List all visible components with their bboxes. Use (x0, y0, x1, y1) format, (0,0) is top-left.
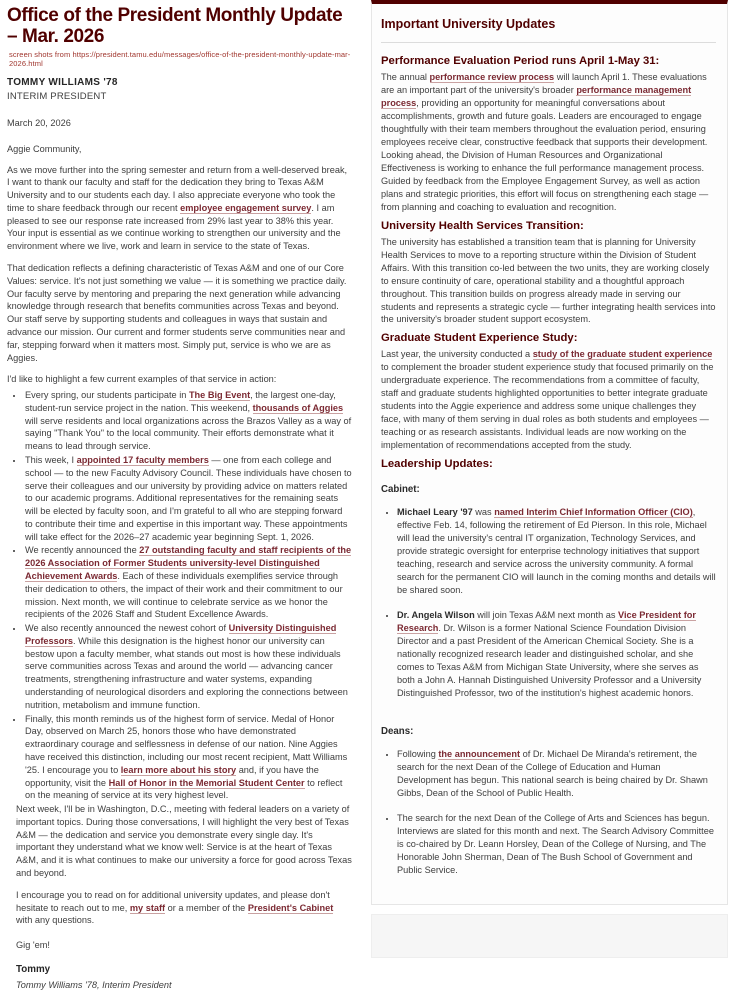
closing-paragraph (16, 803, 352, 880)
paragraph (7, 373, 352, 386)
source-note: screen shots from https://president.tamu.edu/messages/office-of-the-president-monthly-update-mar-2026.html (9, 49, 351, 68)
text-run: We also recently announced the newest cohort of (25, 623, 229, 634)
text-run: will serve residents and local organizations across the Brazos Valley as a way of saying "Thank You" to the local community. Their efforts demonstrate what it means to lead through service. (25, 415, 352, 452)
inline-link[interactable]: 27 outstanding faculty and staff recipients of the 2026 Association of Former Students university-level Distinguished Achievement Awards (25, 545, 352, 581)
letter-closing (16, 803, 352, 992)
closing-paragraphs (16, 803, 352, 927)
text-run: That dedication reflects a defining characteristic of Texas A&M and one of our Core Values: service. It's not just something we value — it is something we practice daily. Our faculty serve by mentoring and preparing the next generation while advancing knowledge through research that benefits communities across Texas and beyond. Our staff serve by supporting students and colleagues in ways that sustain and advance our mission. Our current and former students serve communities near and far, stepping forward when it matters most. Simply put, service is who we are as Aggies. (7, 263, 347, 363)
page-title: Office of the President Monthly Update – Mar. 2026 (7, 5, 343, 47)
list-item (397, 609, 716, 700)
text-run: and, if you have the opportunity, visit the (25, 764, 319, 788)
text-run: The university has established a transition team that is planning for University Health Services to move to a reporting structure within the Division of Student Affairs. With this transition co-led between the two units, they are working closely to ensure continuity of care, operational stability and a thoughtful approach throughout. This transition builds on progress already made in serving our students and represents a strategic cycle — further integrating health services into the university's broader student support ecosystem. (381, 236, 716, 325)
author-role: INTERIM PRESIDENT (7, 90, 107, 102)
update-section (381, 458, 716, 876)
inline-link[interactable]: employee engagement survey (180, 202, 312, 213)
text-run: This week, I (25, 454, 77, 465)
salutation: Aggie Community, (7, 143, 82, 154)
text-run: Finally, this month reminds us of the highest form of service. Medal of Honor Day, observed on March 25, honors those who have demonstrated extraordinary courage and selflessness in defense of our nation. Nine Aggies have received this distinction, including our most recent recipient, Matt Williams '25. I encourage you to (25, 713, 348, 775)
inline-link[interactable]: performance management process (381, 84, 692, 108)
updates-body (381, 55, 716, 876)
list-item (24, 454, 352, 544)
list-item (24, 544, 352, 622)
text-run: will launch April 1. These evaluations are an important part of the university's broader (381, 72, 707, 95)
inline-link[interactable]: The Big Event (188, 390, 251, 401)
next-section-placeholder (371, 914, 728, 958)
inline-link[interactable]: learn more about his story (120, 764, 237, 775)
text-run: to reflect on the meaning of service at its very highest level. (25, 777, 343, 801)
service-highlights-list (7, 389, 352, 803)
text-run: The search for the next Dean of the College of Arts and Sciences has begun. Interviews are slated for this month and next. The Search Advisory Committee is co-chaired by Dr. Leann Horsley, Dean of the College of Nursing, and The Honorable John Sherman, Dean of The Bush School of Government and Public Service. (397, 812, 714, 875)
text-run: . Dr. Wilson is a former National Science Foundation Division Director and a past President of the American Chemical Society. She is a nationally recognized research leader and distinguished scholar, and she comes to Texas A&M from Michigan State University, where she serves as both a John A. Hannah Distinguished University Professor and a University Distinguished Professor, two of the institution's highest academic honors. (397, 622, 702, 698)
text-run: , the largest one-day, student-run service project in the nation. This weekend, (25, 390, 336, 413)
section-heading: Leadership Updates: (381, 458, 493, 471)
text-run: , effective Feb. 14, following the retirement of Ed Pierson. In this role, Michael will lead the university's central IT organization, Technology Services, and provide strategic oversight for enterprise technology initiatives that support teaching, research and service across the university community. A formal search for the permanent CIO will launch in the coming months and details will be shared soon. (397, 507, 716, 595)
list-item (397, 748, 716, 800)
inline-link[interactable]: appointed 17 faculty members (76, 454, 209, 465)
paragraph (7, 262, 352, 364)
subsection-list (381, 748, 716, 877)
text-run: of Dr. Michael De Miranda's retirement, the search for the next Dean of the College of Education and Human Development has begun. This national search is being chaired by Dr. Shawn Gibbs, Dean of the School of Public Health. (397, 748, 708, 798)
text-run: The annual (381, 72, 430, 82)
list-item (24, 622, 352, 712)
text-run: will join Texas A&M next month as (474, 609, 619, 620)
letter-body (7, 164, 352, 804)
letter-column (0, 0, 358, 992)
author-name: TOMMY WILLIAMS '78 (7, 76, 118, 88)
update-section (381, 220, 716, 327)
signoff: Gig 'em! (16, 940, 50, 951)
inline-link[interactable]: performance review process (429, 72, 555, 82)
inline-link[interactable]: my staff (129, 902, 166, 913)
section-paragraph (381, 348, 716, 452)
text-run: Every spring, our students participate in (25, 390, 189, 401)
paragraph (7, 164, 352, 253)
text-run: . I am pleased to see our response rate increased from 29% last year to 38% this year. Your input is essential as we continue working to strengthen our university and the environment where we live, work and learn in service to the state of Texas. (7, 202, 341, 252)
letter-date: March 20, 2026 (7, 117, 71, 128)
signature-title: Tommy Williams '78, Interim President (16, 980, 172, 991)
text-run: We recently announced the (25, 545, 140, 556)
signature-name: Tommy (16, 963, 51, 975)
text-run: — one from each college and school — to the new Faculty Advisory Council. These individuals have chosen to serve their colleagues and our university by providing advice on matters related to our academic programs. Additional representatives for the remaining seats will be elected by faculty soon, and I'm grateful to all who are stepping forward to contribute their time and expertise in this important way. These appointments will take effect for the 2026–27 academic year beginning Sept. 1, 2026. (25, 454, 352, 542)
text-run: was (472, 507, 495, 518)
text-run: with any questions. (16, 915, 95, 926)
update-section (381, 55, 716, 214)
subsection-list (381, 506, 716, 700)
update-section (381, 332, 716, 452)
text-run: As we move further into the spring semester and return from a well-deserved break, I want to thank our faculty and staff for the dedication they bring to Texas A&M University and to our students each day. I also appreciate everyone who took the time to share feedback through our recent (7, 164, 348, 213)
inline-link[interactable]: University Distinguished Professors (25, 623, 337, 646)
inline-link[interactable]: President's Cabinet (247, 902, 334, 913)
text-run: Next week, I'll be in Washington, D.C., meeting with federal leaders on a variety of important topics. During those conversations, I will highlight the very best of Texas A&M — the dedication and service you demonstrate every single day. It's important they understand what we know well: Service is at the heart of Texas A&M, and it is what continues to make our university a force for good across Texas and beyond. (16, 804, 352, 878)
inline-link[interactable]: thousands of Aggies (252, 402, 344, 413)
text-run: I'd like to highlight a few current examples of that service in action: (7, 374, 277, 385)
updates-card (371, 0, 728, 905)
subsection-label: Cabinet: (381, 484, 420, 496)
text-run: . Each of these individuals exemplifies service through their dedication to others, the impact of their work and their commitment to our mission. Next month, we will continue to celebrate service as we honor the recipients of the 2026 Staff and Student Excellence Awards. (25, 571, 343, 620)
text-run: I encourage you to read on for additional university updates, and please don't hesitate to reach out to me, (16, 889, 330, 913)
section-heading: University Health Services Transition: (381, 219, 584, 232)
bold-text: Dr. Angela Wilson (397, 609, 475, 620)
text-run: . While this designation is the highest honor our university can bestow upon a faculty member, what stands out most is how these individuals serve communities across Texas and around the world — advancing cancer treatments, strengthening infrastructure and water systems, expanding understanding of neurological disorders and exploring the connections between nutrition, metabolism and immune function. (25, 635, 348, 710)
inline-link[interactable]: named Interim Chief Information Officer (CIO) (494, 507, 693, 518)
section-paragraph (381, 71, 716, 214)
closing-paragraph (16, 889, 352, 927)
bold-text: Michael Leary '97 (397, 507, 473, 518)
list-item (24, 713, 352, 803)
list-item (397, 812, 716, 877)
list-item (397, 506, 716, 597)
text-run: Last year, the university conducted a (381, 349, 533, 360)
inline-link[interactable]: study of the graduate student experience (532, 349, 713, 360)
divider (381, 42, 716, 43)
text-run: , providing an opportunity for meaningful conversations about accomplishments, growth and future goals. Leaders are encouraged to engage thoughtfully with their team members throughout the evaluation period, ensuring employees receive clear, constructive feedback that supports their development. Looking ahead, the Division of Human Resources and Organizational Effectiveness is working to enhance the full performance management process. Guided by feedback from the Employee Engagement Survey, as well as action plans and strategic priorities, this effort will focus on strengthening each stage — from planning and coaching to evaluation and recognition. (381, 97, 709, 212)
text-run: or a member of the (165, 902, 248, 913)
updates-column (358, 0, 735, 992)
inline-link[interactable]: Vice President for Research (397, 609, 696, 633)
section-heading: Graduate Student Experience Study: (381, 332, 578, 345)
text-run: to complement the broader student experience study that focused primarily on the undergraduate experience. The recommendations from a committee of faculty, staff and graduate students highlighted opportunities to better integrate graduate students into the Aggie experience and address some unique challenges they face, with many of them serving in dual roles as both students and employees — teaching or as research assistants. Individual leads are now working on the implementation of recommendations accepted from the study. (381, 362, 714, 451)
subsection-label: Deans: (381, 725, 414, 737)
text-run: Following (397, 748, 439, 759)
updates-title: Important University Updates (381, 17, 556, 31)
inline-link[interactable]: Hall of Honor in the Memorial Student Center (108, 777, 305, 788)
list-item (24, 389, 352, 454)
section-paragraph (381, 236, 716, 327)
inline-link[interactable]: the announcement (438, 748, 521, 759)
section-heading: Performance Evaluation Period runs April 1-May 31: (381, 55, 660, 67)
